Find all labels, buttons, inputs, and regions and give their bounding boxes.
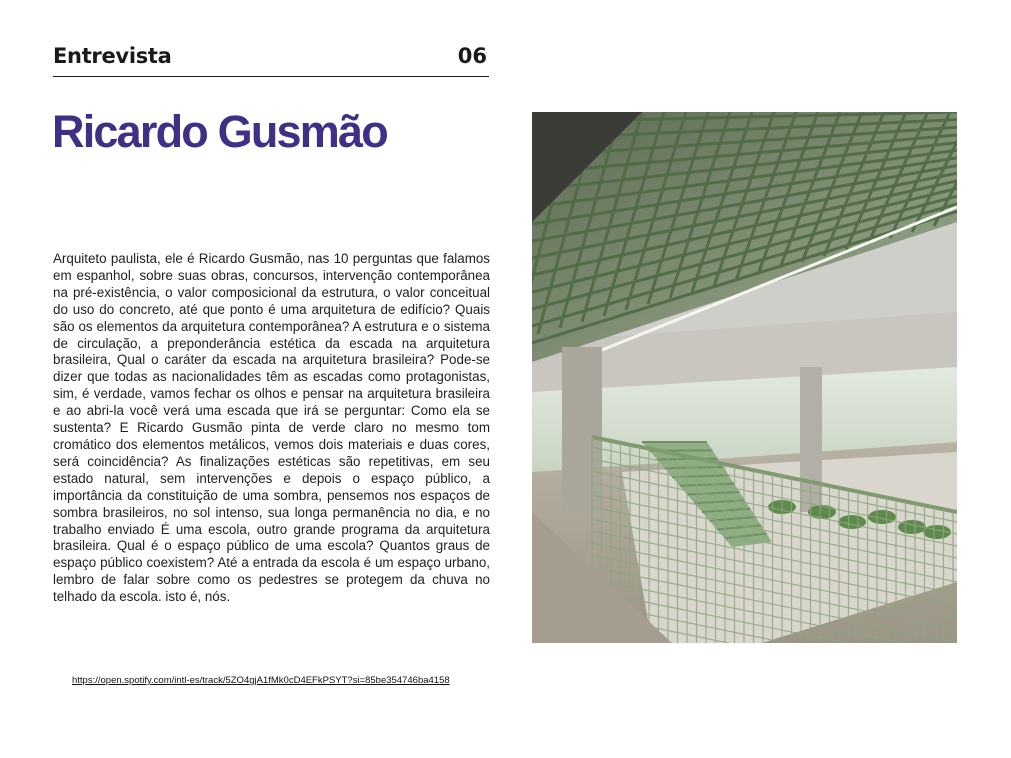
spotify-link[interactable]: https://open.spotify.com/intl-es/track/5ZO4gjA1fMk0cD4EFkPSYT?si=85be354746ba4158 [72, 675, 450, 686]
page-number: 06 [457, 44, 487, 68]
interviewee-name: Ricardo Gusmão [52, 106, 387, 157]
architecture-photo [532, 112, 957, 643]
section-title: Entrevista [53, 44, 172, 68]
article-body: Arquiteto paulista, ele é Ricardo Gusmão, nas 10 perguntas que falamos em espanhol, sobre suas obras, concursos, intervenção contemporânea na pré-existência, o valor composicional da estrutura, o valor conceitual do uso do concreto, até que ponto é uma arquitetura de edifício? Quais são os elementos da arquitetura contemporânea? A estrutura e o sistema de circulação, a preponderância estética da escada na arquitetura brasileira, Qual o caráter da escada na arquitetura brasileira? Pode-se dizer que todas as nacionalidades têm as escadas como protagonistas, sim, é verdade, vamos fechar os olhos e pensar na arquitetura brasileira e ao abri-la você verá uma escada que irá se perguntar: Como ela se sustenta? E Ricardo Gusmão pinta de verde claro no mesmo tom cromático dos elementos metálicos, vemos dois materiais e duas cores, será coincidência? As finalizações estéticas são repetitivas, em seu estado natural, sem intervenções e depois o espaço público, a importância da constituição de uma sombra, pensemos nos espaços de sombra brasileiros, no sol intenso, sua longa permanência no dia, e no trabalho enviado É uma escola, outro grande programa da arquitetura brasileira. Qual é o espaço público de uma escola? Quantos graus de espaço público coexistem? Até a entrada da escola é um espaço urbano, lembro de falar sobre como os pedestres se protegem da chuva no telhado da escola. isto é, nós. [53, 251, 490, 605]
header-bar [53, 42, 489, 77]
